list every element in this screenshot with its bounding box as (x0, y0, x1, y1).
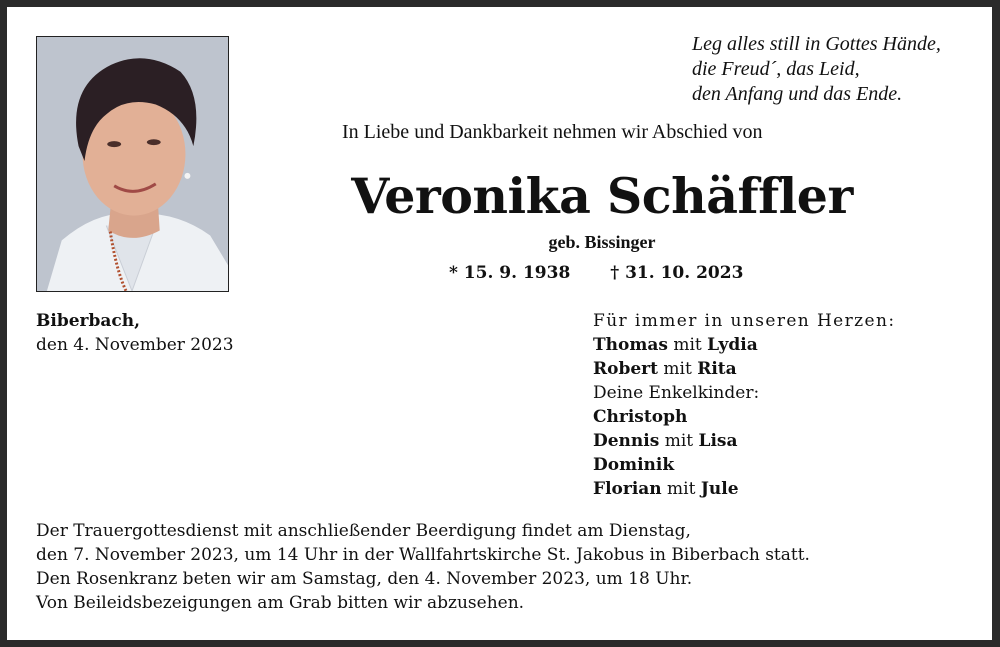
death-date: † 31. 10. 2023 (610, 263, 744, 283)
grandchild-name: Christoph (593, 407, 688, 427)
grandchild-connector: mit (661, 479, 701, 499)
grandchild-connector: mit (659, 431, 699, 451)
mourner-name: Thomas (593, 335, 668, 355)
mourner-connector: mit (657, 359, 698, 379)
grandchildren-heading: Deine Enkelkinder: (593, 383, 760, 403)
mourner-connector: mit (667, 335, 708, 355)
grandchild-entry (593, 477, 895, 501)
mourner-name: Robert (593, 359, 658, 379)
grandchild-partner: Jule (700, 479, 739, 499)
maiden-name: geb. Bissinger (548, 232, 656, 252)
grandchild-name: Dennis (593, 431, 660, 451)
grandchild-entry (593, 453, 895, 477)
birth-date: * 15. 9. 1938 (449, 263, 571, 283)
portrait-photo (36, 36, 229, 292)
obituary-card (7, 7, 992, 640)
grandchild-name: Florian (593, 479, 662, 499)
mourner-partner: Rita (697, 359, 737, 379)
mourners-heading: Für immer in unseren Herzen: (593, 311, 896, 331)
notice-line: Den Rosenkranz beten wir am Samstag, den 4. November 2023, um 18 Uhr. (36, 569, 693, 589)
deceased-name: Veronika Schäffler (351, 167, 853, 225)
mourner-entry (593, 333, 895, 357)
intro-text: In Liebe und Dankbarkeit nehmen wir Abschied von (342, 121, 763, 143)
life-dates (449, 263, 743, 283)
grandchild-partner: Lisa (698, 431, 738, 451)
portrait-image (37, 37, 228, 291)
notice-line: den 7. November 2023, um 14 Uhr in der Wallfahrtskirche St. Jakobus in Biberbach statt. (36, 545, 810, 565)
place-and-date (36, 309, 234, 357)
grandchild-entry (593, 405, 895, 429)
mourner-partner: Lydia (707, 335, 758, 355)
mourners-list (593, 309, 895, 501)
notice-line: Der Trauergottesdienst mit anschließender Beerdigung findet am Dienstag, (36, 521, 691, 541)
grandchild-name: Dominik (593, 455, 675, 475)
service-notice (36, 519, 810, 615)
mourner-entry (593, 357, 895, 381)
poem (692, 32, 982, 107)
notice-line: Von Beileidsbezeigungen am Grab bitten wir abzusehen. (36, 593, 525, 613)
poem-line: den Anfang und das Ende. (692, 83, 903, 105)
poem-line: Leg alles still in Gottes Hände, (692, 33, 941, 55)
poem-line: die Freud´, das Leid, (692, 58, 860, 80)
place-city: Biberbach, (36, 311, 141, 331)
grandchild-entry (593, 429, 895, 453)
place-date: den 4. November 2023 (36, 335, 234, 355)
